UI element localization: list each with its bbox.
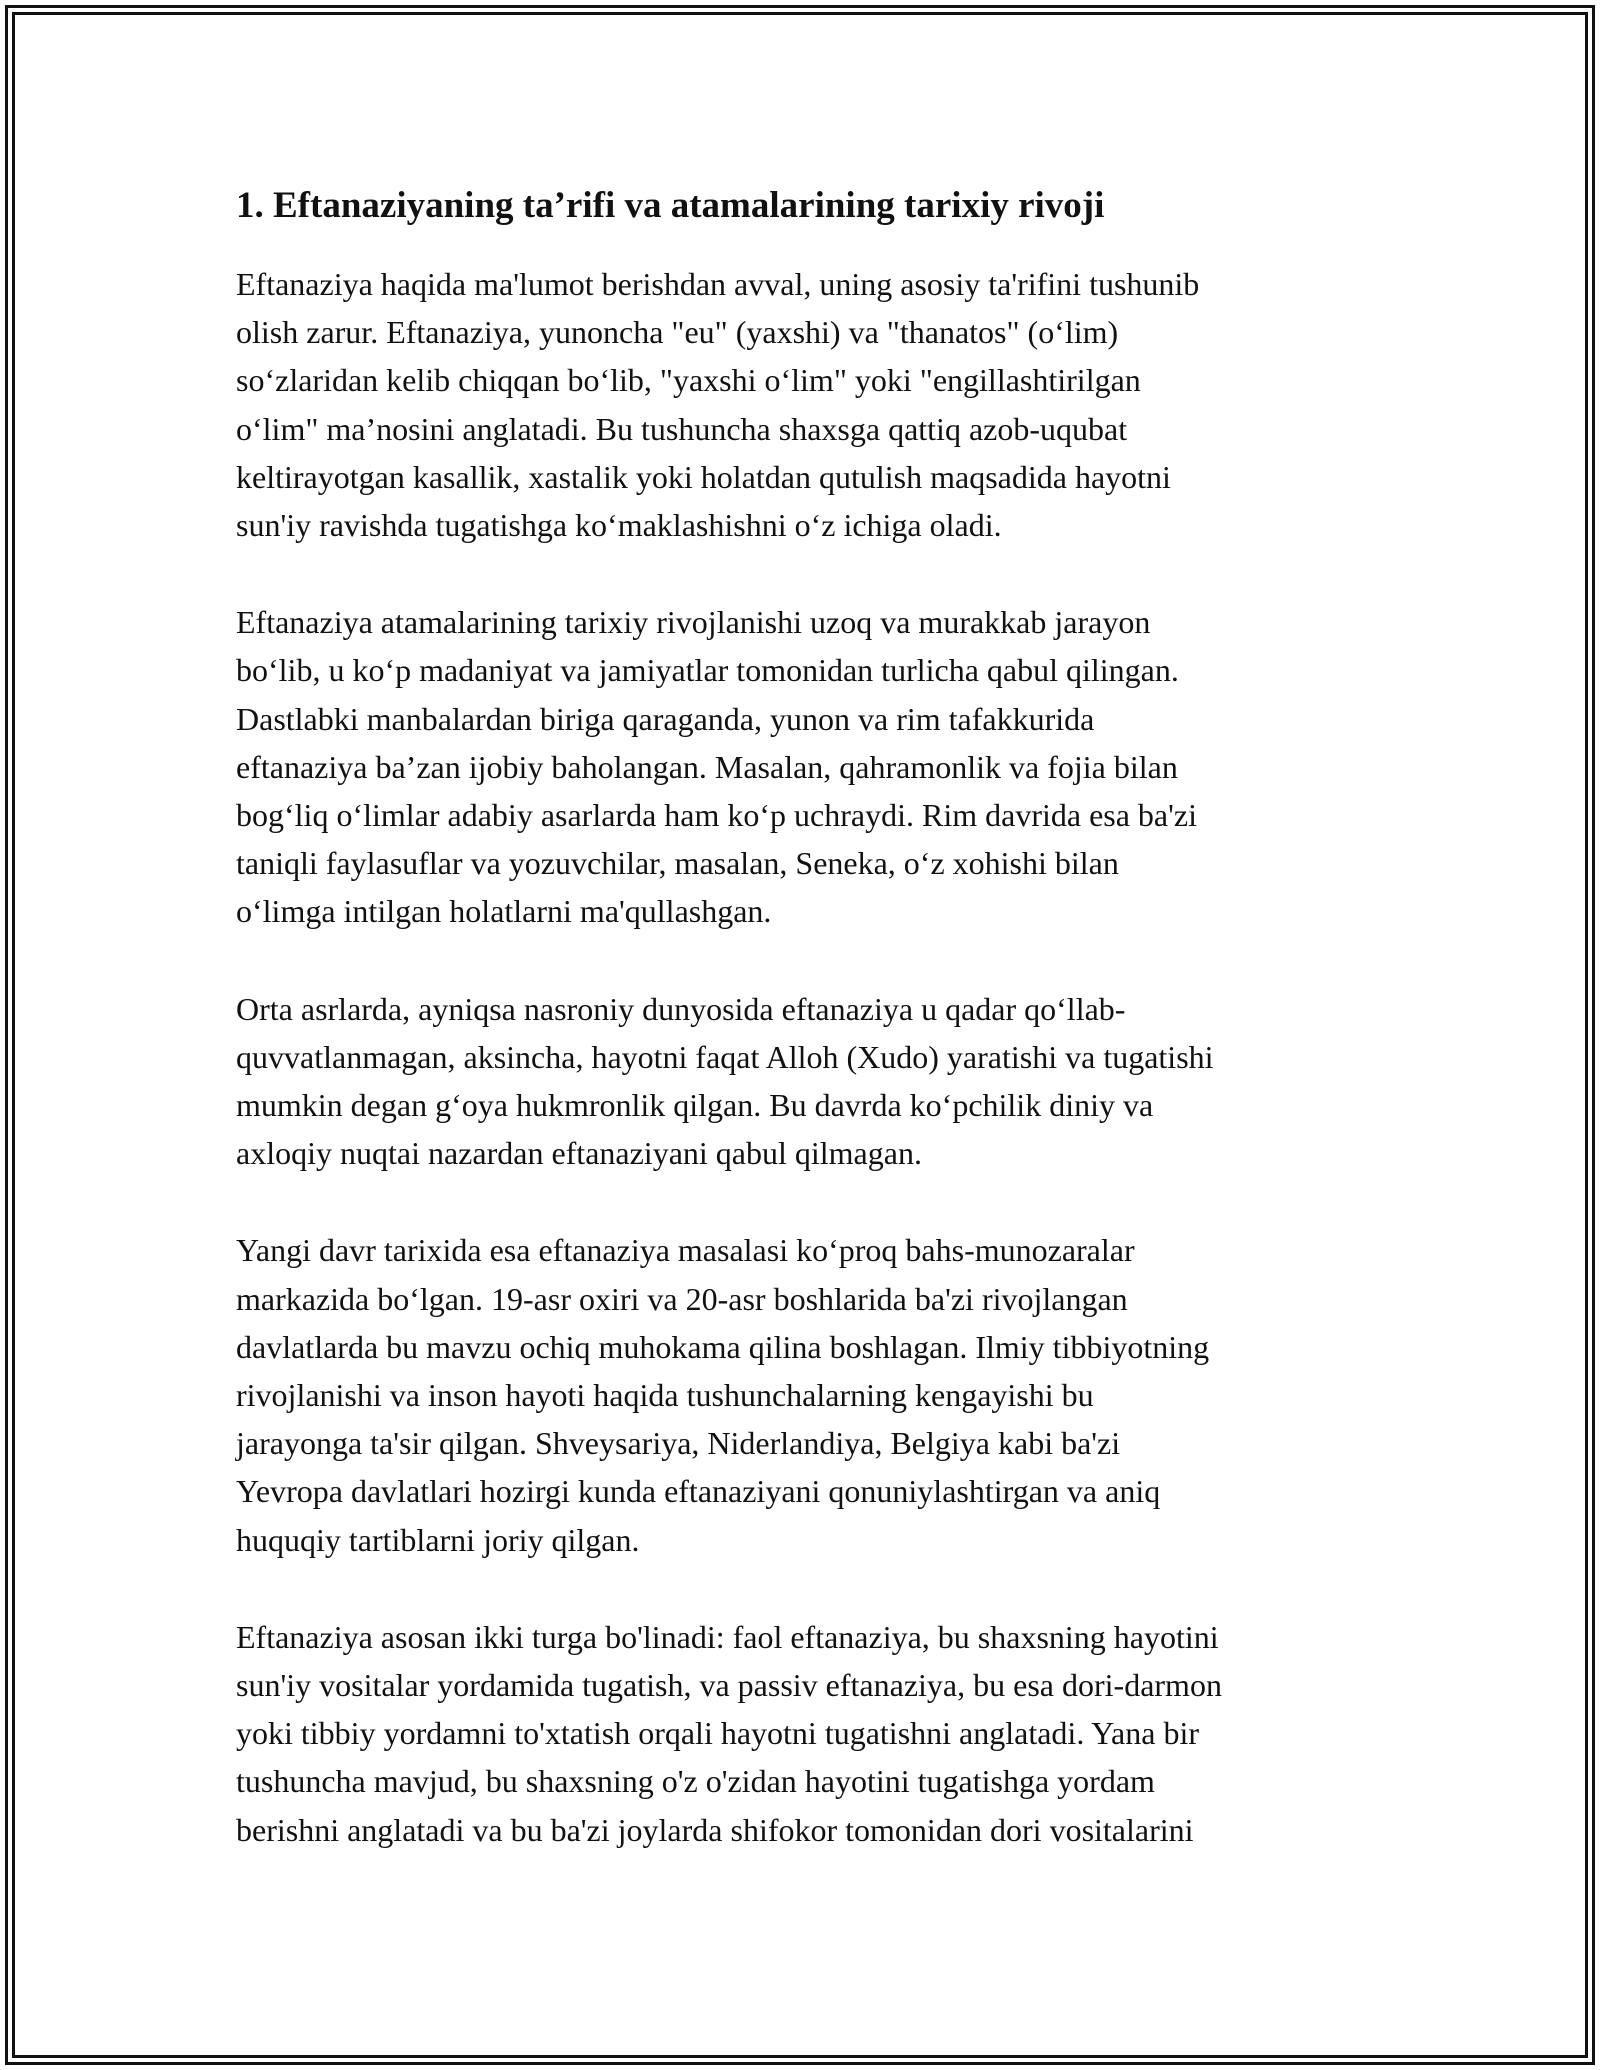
text-line: eftanaziya ba’zan ijobiy baholangan. Masalan, qahramonlik va fojia bilan — [236, 748, 1178, 785]
paragraph-modern-era — [236, 1226, 1386, 1563]
text-line: bog‘liq o‘limlar adabiy asarlarda ham ko‘p uchraydi. Rim davrida esa ba'zi — [236, 797, 1197, 834]
text-line: Dastlabki manbalardan biriga qaraganda, yunon va rim tafakkurida — [236, 700, 1095, 737]
text-line: Eftanaziya asosan ikki turga bo'linadi: faol eftanaziya, bu shaxsning hayotini — [236, 1618, 1219, 1655]
text-line: yoki tibbiy yordamni to'xtatish orqali hayotni tugatishni anglatadi. Yana bir — [236, 1715, 1199, 1752]
text-line: sun'iy vositalar yordamida tugatish, va passiv eftanaziya, bu esa dori-darmon — [236, 1667, 1222, 1704]
text-line: Eftanaziya atamalarining tarixiy rivojlanishi uzoq va murakkab jarayon — [236, 604, 1151, 641]
text-line: so‘zlaridan kelib chiqqan bo‘lib, "yaxshi o‘lim" yoki "engillashtirilgan — [236, 362, 1141, 399]
text-line: olish zarur. Eftanaziya, yunoncha "eu" (yaxshi) va "thanatos" (o‘lim) — [236, 314, 1119, 351]
text-line: taniqli faylasuflar va yozuvchilar, masalan, Seneka, o‘z xohishi bilan — [236, 845, 1119, 882]
text-line: keltirayotgan kasallik, xastalik yoki holatdan qutulish maqsadida hayotni — [236, 458, 1171, 495]
text-line: huquqiy tartiblarni joriy qilgan. — [236, 1521, 640, 1558]
paragraph-types — [236, 1613, 1386, 1854]
paragraph-middle-ages — [236, 985, 1386, 1178]
text-line: Orta asrlarda, ayniqsa nasroniy dunyosida eftanaziya u qadar qo‘llab- — [236, 990, 1126, 1027]
text-line: markazida bo‘lgan. 19-asr oxiri va 20-asr boshlarida ba'zi rivojlangan — [236, 1280, 1128, 1317]
text-line: Eftanaziya haqida ma'lumot berishdan avval, uning asosiy ta'rifini tushunib — [236, 266, 1200, 302]
paragraph-definition — [236, 260, 1386, 549]
text-line: bo‘lib, u ko‘p madaniyat va jamiyatlar tomonidan turlicha qabul qilingan. — [236, 652, 1179, 689]
text-line: rivojlanishi va inson hayoti haqida tushunchalarning kengayishi bu — [236, 1377, 1094, 1414]
text-line: o‘limga intilgan holatlarni ma'qullashgan. — [236, 893, 772, 930]
text-line: sun'iy ravishda tugatishga ko‘maklashishni o‘z ichiga oladi. — [236, 507, 1002, 544]
document-body — [236, 182, 1386, 1903]
text-line: Yevropa davlatlari hozirgi kunda eftanaziyani qonuniylashtirgan va aniq — [236, 1473, 1161, 1510]
text-line: mumkin degan g‘oya hukmronlik qilgan. Bu davrda ko‘pchilik diniy va — [236, 1087, 1154, 1124]
text-line: berishni anglatadi va bu ba'zi joylarda shifokor tomonidan dori vositalarini — [236, 1811, 1194, 1848]
text-line: axloqiy nuqtai nazardan eftanaziyani qabul qilmagan. — [236, 1135, 922, 1172]
page-title: 1. Eftanaziyaning ta’rifi va atamalarining tarixiy rivoji — [236, 185, 1105, 226]
text-line: jarayonga ta'sir qilgan. Shveysariya, Niderlandiya, Belgiya kabi ba'zi — [236, 1425, 1121, 1462]
text-line: tushuncha mavjud, bu shaxsning o'z o'zidan hayotini tugatishga yordam — [236, 1763, 1155, 1800]
text-line: Yangi davr tarixida esa eftanaziya masalasi ko‘proq bahs-munozaralar — [236, 1232, 1135, 1269]
paragraph-history-ancient — [236, 598, 1386, 935]
text-line: o‘lim" ma’nosini anglatadi. Bu tushuncha shaxsga qattiq azob-uqubat — [236, 410, 1128, 447]
text-line: davlatlarda bu mavzu ochiq muhokama qilina boshlagan. Ilmiy tibbiyotning — [236, 1328, 1210, 1365]
text-line: quvvatlanmagan, aksincha, hayotni faqat Alloh (Xudo) yaratishi va tugatishi — [236, 1038, 1214, 1075]
